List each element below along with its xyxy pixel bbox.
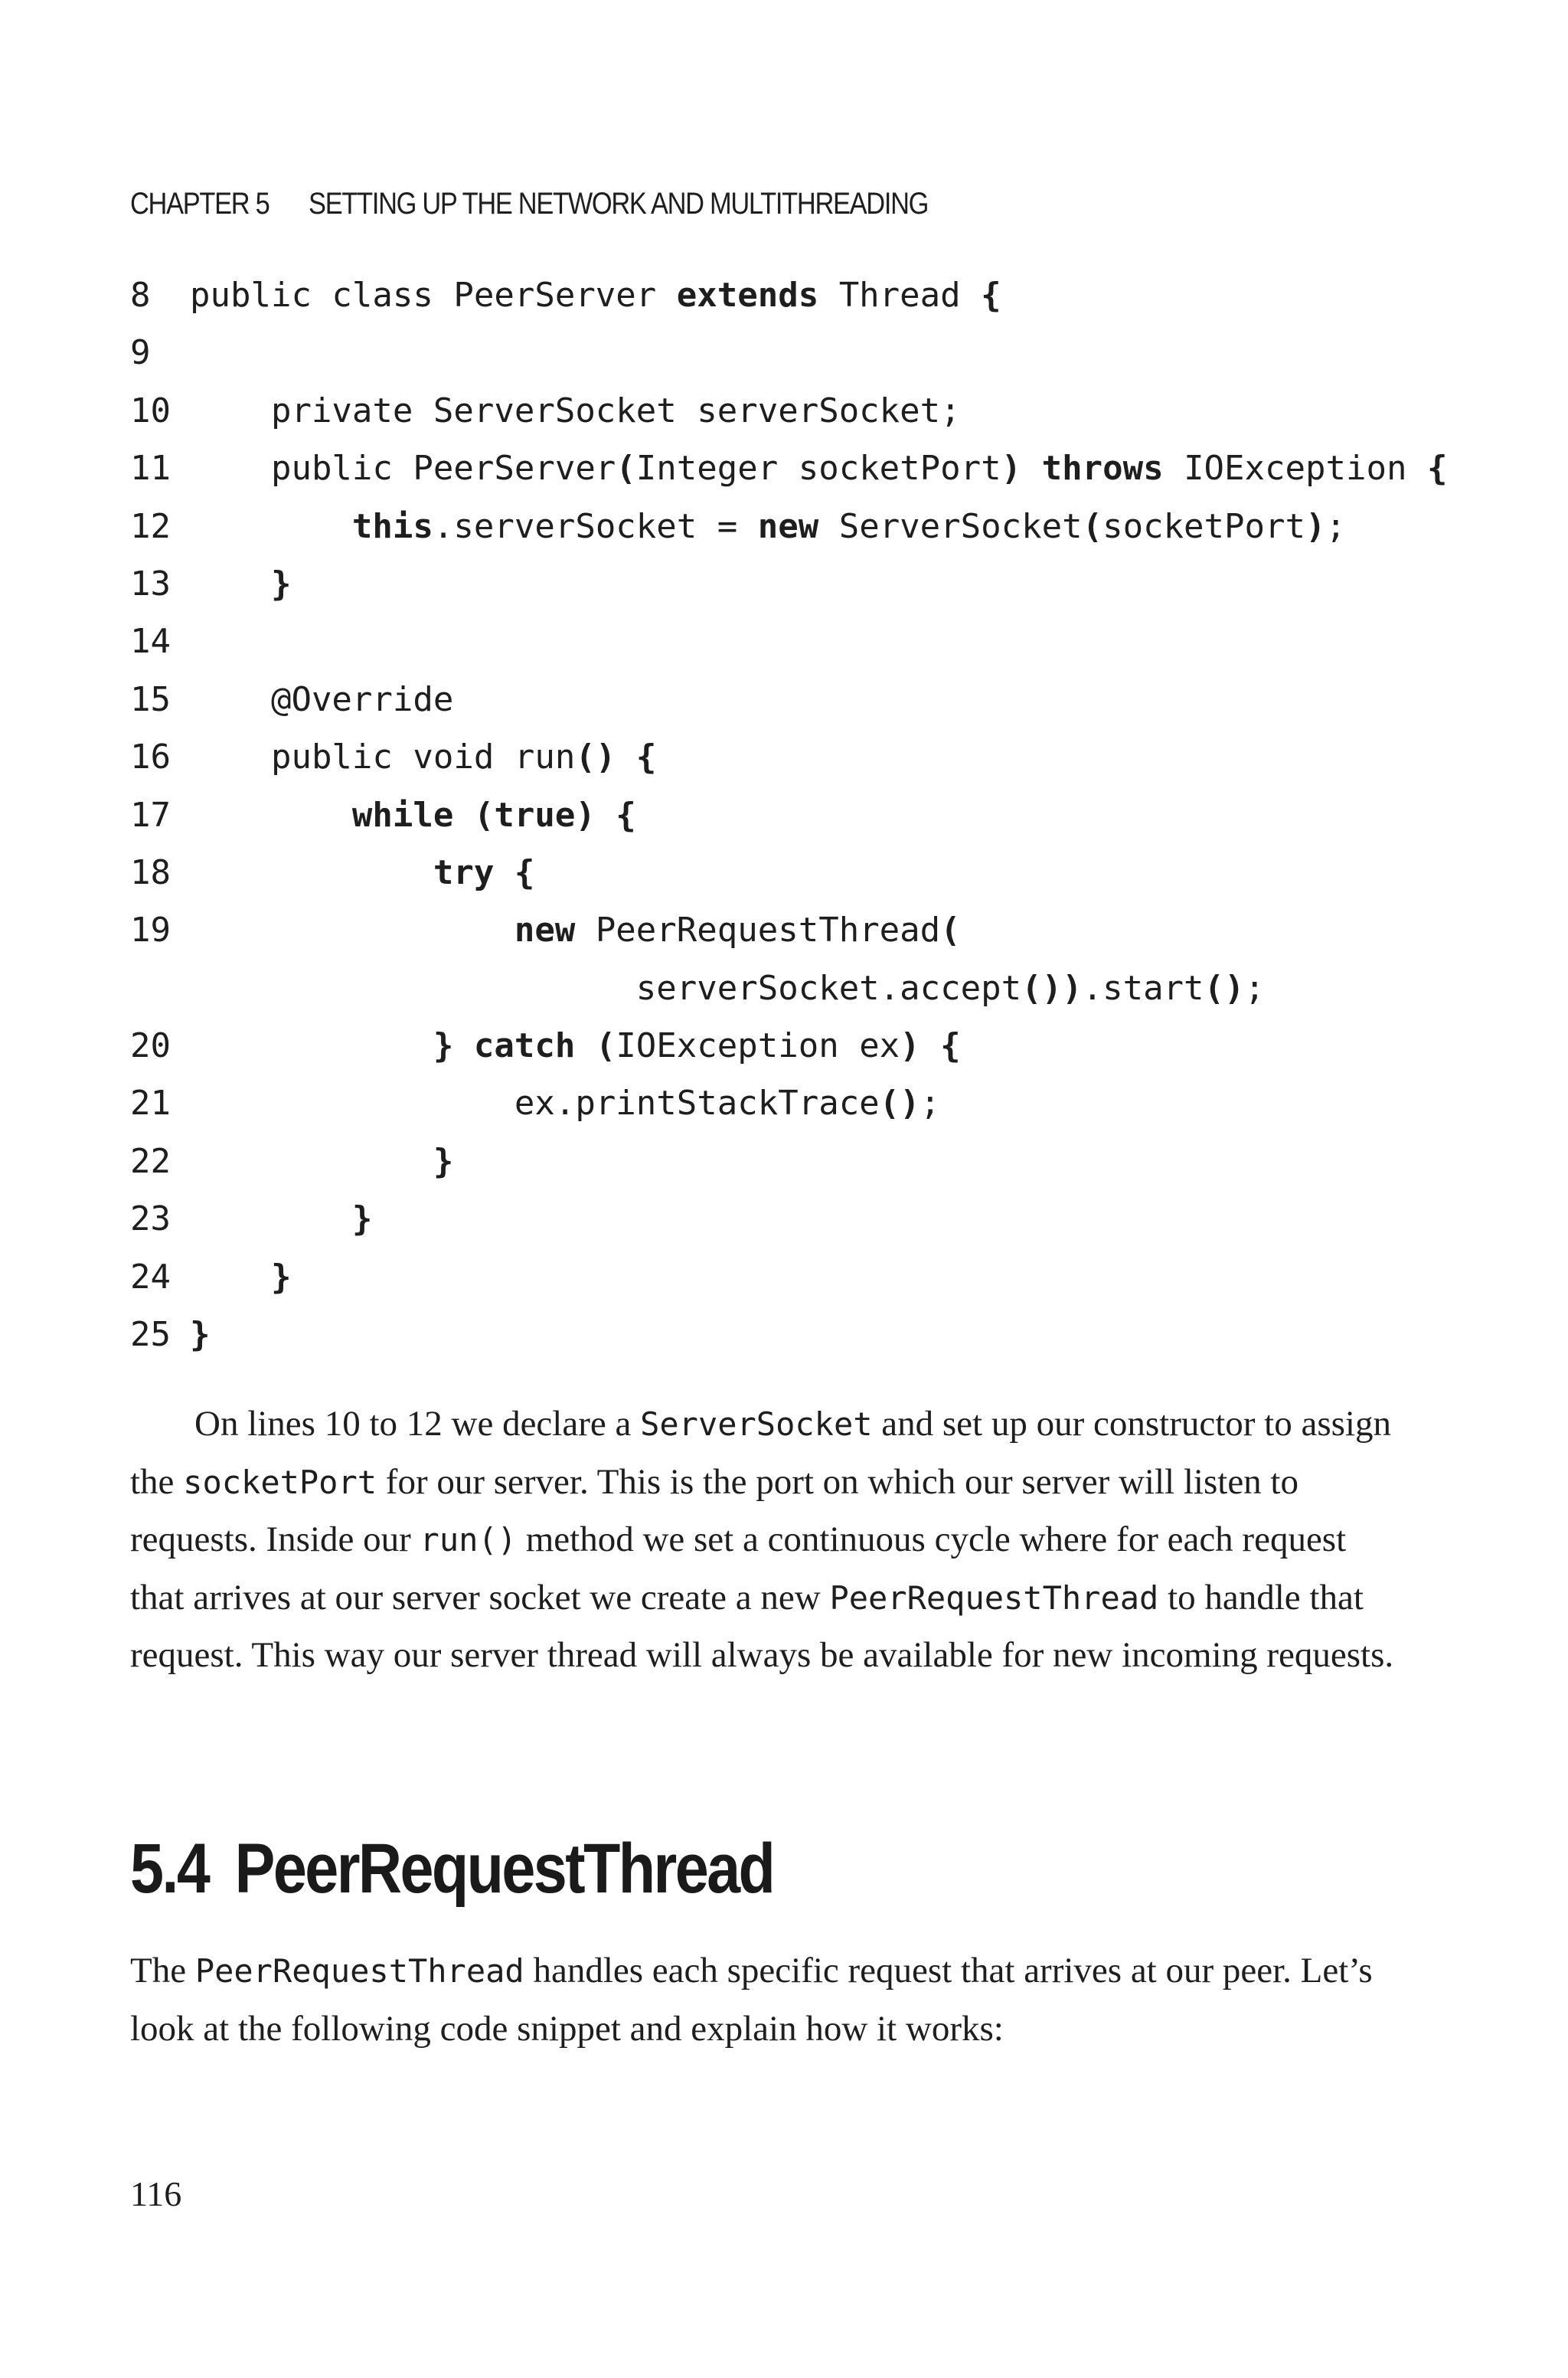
- inline-code: socketPort: [183, 1463, 377, 1501]
- line-number: 21: [130, 1084, 171, 1124]
- code-listing: [130, 267, 1448, 1363]
- paragraph-text: handles each specific request that arrives at our peer. Let’s look at the following code snippet and explain how it works:: [130, 1951, 1373, 2049]
- code-line: [130, 1075, 1432, 1132]
- code-text: new PeerRequestThread(: [514, 911, 961, 950]
- code-line: [130, 1017, 1432, 1075]
- body-paragraph: [130, 1942, 1401, 2058]
- paragraph-text: method we set a continuous cycle where for each request that arrives at our server socket we create a new: [130, 1519, 1347, 1617]
- line-number: 20: [130, 1026, 171, 1066]
- code-line: [130, 1133, 1432, 1190]
- line-number: 19: [130, 911, 171, 950]
- section-number: 5.4: [130, 1830, 209, 1908]
- line-number: 25: [130, 1315, 171, 1355]
- chapter-title: SETTING UP THE NETWORK AND MULTITHREADING: [309, 187, 929, 221]
- code-text: this.serverSocket = new ServerSocket(socketPort);: [351, 506, 1346, 546]
- running-head: [130, 187, 928, 221]
- code-line: [130, 1190, 1432, 1248]
- section-title: PeerRequestThread: [234, 1830, 774, 1908]
- code-text: public void run() {: [190, 738, 657, 777]
- code-line: [130, 960, 1432, 1017]
- code-text: }: [270, 564, 292, 603]
- code-line: [130, 844, 1432, 901]
- code-text: @Override: [190, 679, 454, 719]
- code-text: }: [270, 1257, 292, 1297]
- section-heading: [130, 1829, 773, 1909]
- code-text: private ServerSocket serverSocket;: [190, 391, 961, 430]
- code-line: [130, 440, 1448, 497]
- paragraph-text: to handle that request. This way our server thread will always be available for new incoming requests.: [130, 1577, 1394, 1675]
- line-number: 17: [130, 795, 171, 835]
- code-line: [130, 555, 1432, 613]
- code-line: [130, 787, 1432, 844]
- code-text: while (true) {: [351, 795, 636, 835]
- code-line: [130, 267, 1432, 324]
- inline-code: run(): [420, 1521, 517, 1559]
- code-text: try {: [433, 852, 535, 892]
- line-number: 18: [130, 852, 171, 892]
- code-line: [130, 1248, 1432, 1306]
- line-number: 15: [130, 679, 171, 719]
- paragraph-text: On lines 10 to 12 we declare a: [194, 1404, 641, 1444]
- line-number: 16: [130, 738, 171, 777]
- code-line: [130, 382, 1432, 440]
- line-number: 13: [130, 564, 171, 603]
- code-line: [130, 901, 1432, 959]
- code-line: [130, 498, 1432, 555]
- paragraph-text: and set up our constructor to assign the: [130, 1404, 1391, 1502]
- inline-code: PeerRequestThread: [829, 1578, 1159, 1617]
- chapter-label: CHAPTER 5: [130, 187, 270, 221]
- line-number: 24: [130, 1257, 171, 1297]
- paragraph-text: The: [130, 1951, 195, 1990]
- line-number: 22: [130, 1141, 171, 1181]
- code-line: [130, 613, 1432, 670]
- body-paragraph: [130, 1395, 1401, 1685]
- page-number: 116: [130, 2174, 182, 2213]
- line-number: 10: [130, 391, 171, 430]
- line-number: 8: [130, 276, 151, 315]
- code-line: [130, 728, 1432, 786]
- code-text: }: [433, 1141, 454, 1181]
- code-text: }: [351, 1199, 373, 1239]
- inline-code: PeerRequestThread: [194, 1952, 524, 1990]
- code-line: [130, 671, 1432, 728]
- code-text: public class PeerServer extends Thread {: [190, 276, 1001, 315]
- line-number: 12: [130, 506, 171, 546]
- line-number: 11: [130, 449, 171, 489]
- line-number: 9: [130, 333, 151, 373]
- code-line: [130, 1306, 1432, 1363]
- code-text: }: [190, 1315, 211, 1355]
- code-text: public PeerServer(Integer socketPort) throws IOException {: [190, 449, 1448, 489]
- code-line: [130, 324, 1432, 381]
- code-text: ex.printStackTrace();: [190, 1084, 941, 1124]
- code-text: } catch (IOException ex) {: [433, 1026, 961, 1066]
- line-number: 14: [130, 622, 171, 662]
- code-text: serverSocket.accept()).start();: [190, 968, 1266, 1008]
- paragraph-text: for our server. This is the port on which our server will listen to requests. Inside our: [130, 1461, 1298, 1559]
- inline-code: ServerSocket: [640, 1405, 873, 1443]
- line-number: 23: [130, 1199, 171, 1239]
